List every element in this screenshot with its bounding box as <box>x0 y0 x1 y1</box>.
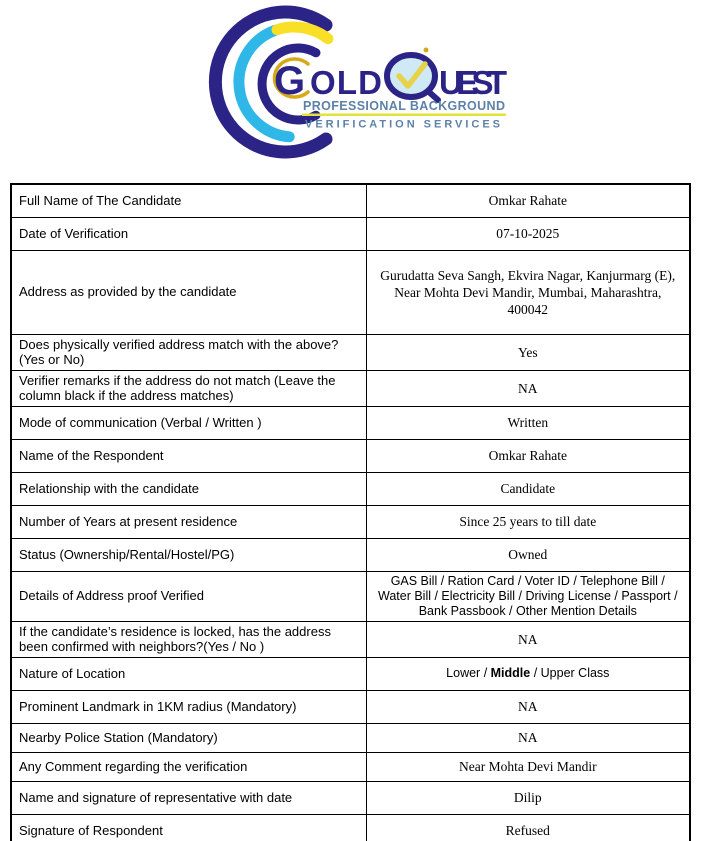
tagline-underline <box>302 114 506 117</box>
goldquest-logo <box>198 4 514 164</box>
table-row <box>11 723 690 752</box>
row-value: Omkar Rahate <box>366 184 690 217</box>
row-value: 07-10-2025 <box>366 217 690 250</box>
table-row <box>11 250 690 334</box>
value-part: Lower / <box>446 666 491 680</box>
table-row <box>11 538 690 571</box>
row-value: Candidate <box>366 472 690 505</box>
table-row <box>11 690 690 723</box>
row-label: Nearby Police Station (Mandatory) <box>11 723 366 752</box>
row-value: Since 25 years to till date <box>366 505 690 538</box>
row-value: Near Mohta Devi Mandir <box>366 752 690 781</box>
verification-table-body <box>11 184 690 841</box>
table-row <box>11 472 690 505</box>
row-label: Verifier remarks if the address do not match (Leave the column black if the address matches) <box>11 370 366 406</box>
globe-yellow-arc <box>277 27 328 39</box>
row-label: If the candidate’s residence is locked, has the address been confirmed with neighbors?(Yes / No ) <box>11 621 366 657</box>
row-label: Date of Verification <box>11 217 366 250</box>
logo-tagline-2: VERIFICATION SERVICES <box>304 118 503 131</box>
row-label: Mode of communication (Verbal / Written ) <box>11 406 366 439</box>
row-value: Refused <box>366 814 690 841</box>
row-label: Signature of Respondent <box>11 814 366 841</box>
row-value: NA <box>366 621 690 657</box>
table-row <box>11 184 690 217</box>
table-row <box>11 406 690 439</box>
table-row <box>11 571 690 621</box>
row-label: Address as provided by the candidate <box>11 250 366 334</box>
row-label: Name of the Respondent <box>11 439 366 472</box>
logo-tagline-1: PROFESSIONAL BACKGROUND <box>302 99 505 113</box>
table-row <box>11 334 690 370</box>
table-row <box>11 217 690 250</box>
verification-table <box>10 183 691 841</box>
table-row <box>11 621 690 657</box>
row-value: Dilip <box>366 781 690 814</box>
brand-letters-old: OLD <box>309 64 382 101</box>
row-label: Status (Ownership/Rental/Hostel/PG) <box>11 538 366 571</box>
row-value: NA <box>366 723 690 752</box>
row-label: Full Name of The Candidate <box>11 184 366 217</box>
table-row <box>11 370 690 406</box>
table-row <box>11 505 690 538</box>
table-row <box>11 752 690 781</box>
row-value <box>366 657 690 690</box>
row-value: GAS Bill / Ration Card / Voter ID / Telephone Bill / Water Bill / Electricity Bill / Driving License / Passport / Bank Passbook / Other Mention Details <box>366 571 690 621</box>
row-label: Relationship with the candidate <box>11 472 366 505</box>
value-part: Middle <box>490 666 531 680</box>
row-value: Owned <box>366 538 690 571</box>
row-value: NA <box>366 690 690 723</box>
row-value: NA <box>366 370 690 406</box>
table-row <box>11 657 690 690</box>
row-value: Yes <box>366 334 690 370</box>
row-label: Does physically verified address match with the above? (Yes or No) <box>11 334 366 370</box>
row-value: Gurudatta Seva Sangh, Ekvira Nagar, Kanjurmarg (E), Near Mohta Devi Mandir, Mumbai, Maharashtra, 400042 <box>366 250 690 334</box>
row-value: Omkar Rahate <box>366 439 690 472</box>
row-label: Nature of Location <box>11 657 366 690</box>
value-part: / Upper Class <box>530 666 610 680</box>
brand-letter-g: G <box>273 59 305 103</box>
table-row <box>11 439 690 472</box>
row-label: Name and signature of representative with date <box>11 781 366 814</box>
row-label: Details of Address proof Verified <box>11 571 366 621</box>
brand-letters-uest: UEST <box>438 64 507 101</box>
q-accent-dot <box>423 48 428 53</box>
row-label: Any Comment regarding the verification <box>11 752 366 781</box>
table-row <box>11 781 690 814</box>
row-value: Written <box>366 406 690 439</box>
row-label: Prominent Landmark in 1KM radius (Mandatory) <box>11 690 366 723</box>
row-label: Number of Years at present residence <box>11 505 366 538</box>
table-row <box>11 814 690 841</box>
